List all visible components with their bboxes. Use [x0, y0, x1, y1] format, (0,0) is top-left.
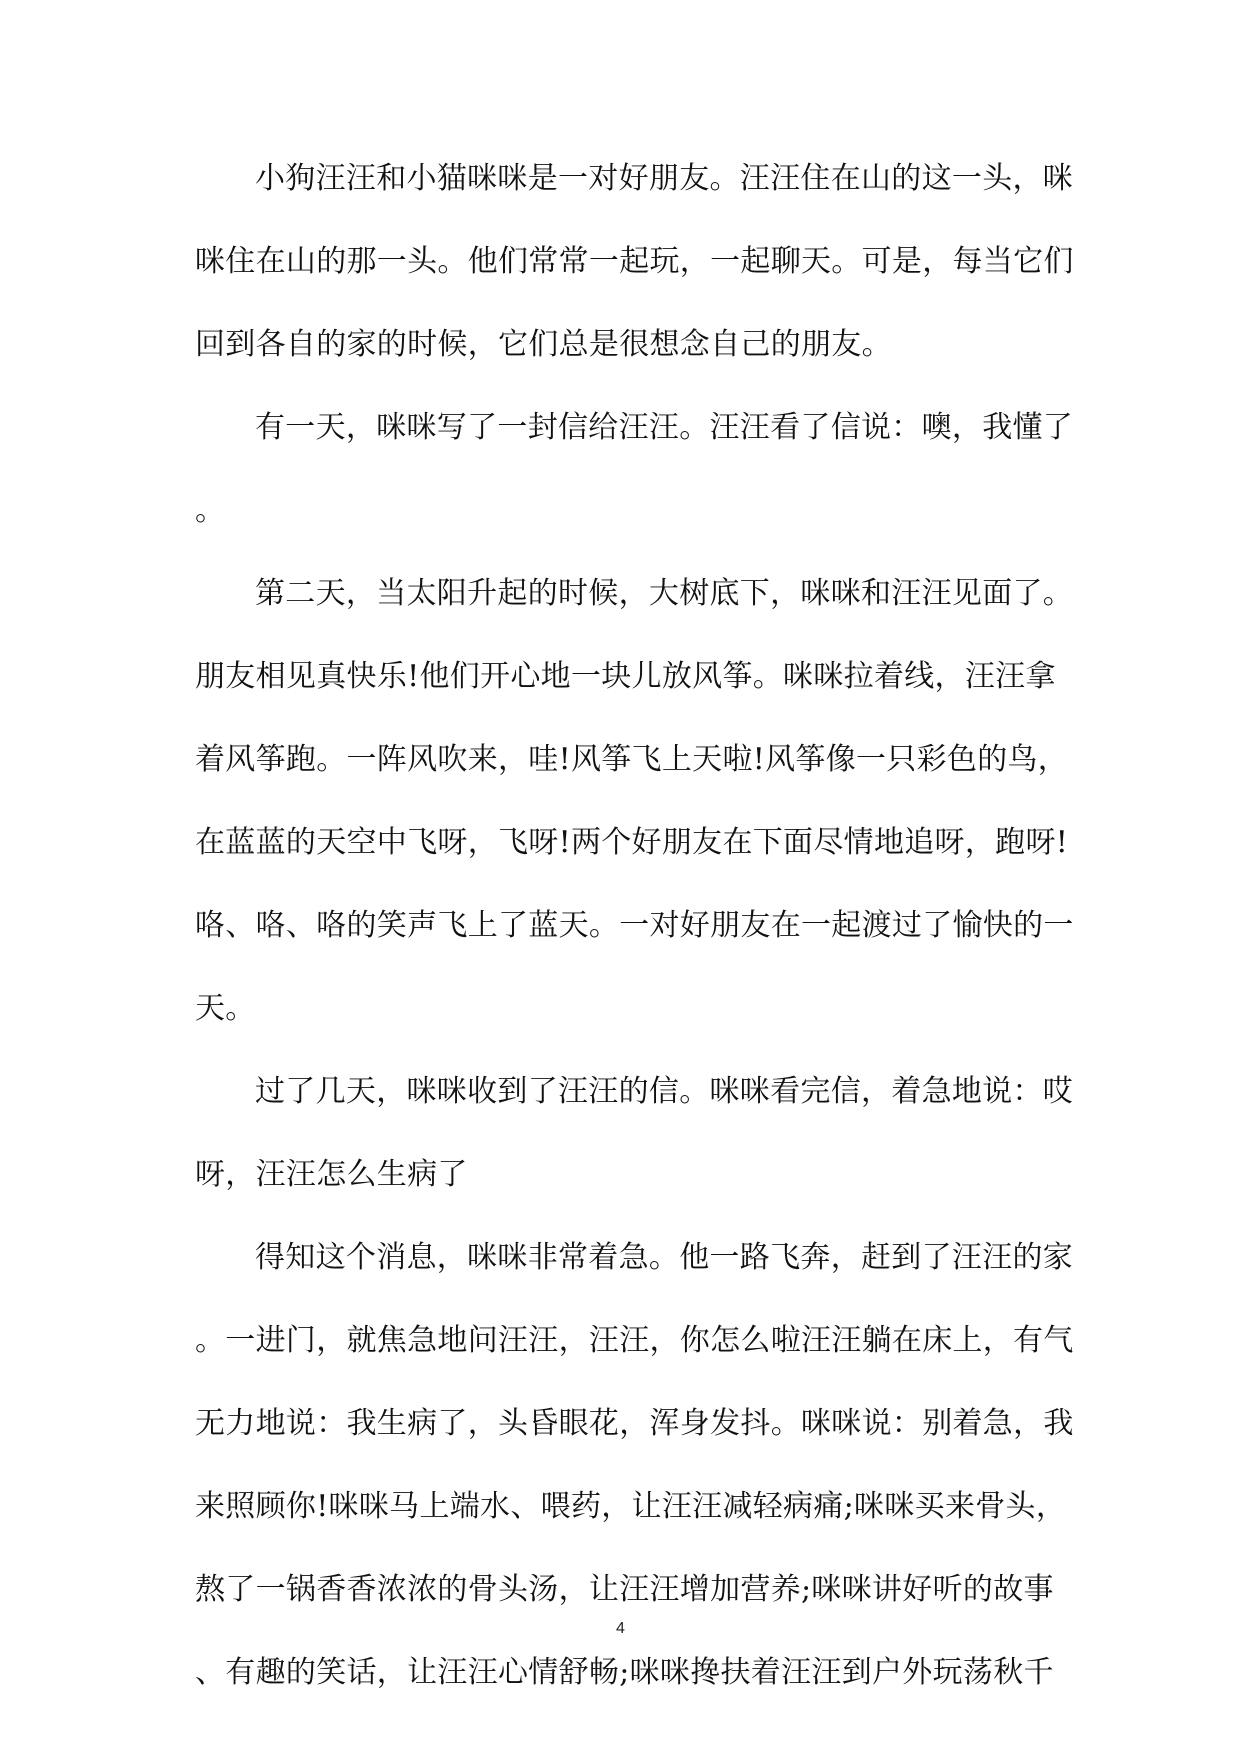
text-line: 、有趣的笑话，让汪汪心情舒畅;咪咪搀扶着汪汪到户外玩荡秋千	[195, 1655, 1054, 1690]
text-line: 小狗汪汪和小猫咪咪是一对好朋友。汪汪住在山的这一头，咪	[255, 161, 1074, 196]
text-line: 天。	[195, 991, 256, 1026]
body-text	[195, 148, 1074, 1725]
text-line: 咪住在山的那一头。他们常常一起玩，一起聊天。可是，每当它们	[195, 244, 1074, 279]
text-line: 咯、咯、咯的笑声飞上了蓝天。一对好朋友在一起渡过了愉快的一	[195, 908, 1074, 943]
text-line: 来照顾你!咪咪马上端水、喂药，让汪汪减轻病痛;咪咪买来骨头，	[195, 1489, 1067, 1524]
text-line: 过了几天，咪咪收到了汪汪的信。咪咪看完信，着急地说：哎	[255, 1074, 1074, 1109]
text-line: 。	[195, 493, 226, 528]
text-line: 第二天，当太阳升起的时候，大树底下，咪咪和汪汪见面了。	[255, 576, 1074, 611]
page-number: 4	[616, 1620, 625, 1637]
text-line: 熬了一锅香香浓浓的骨头汤，让汪汪增加营养;咪咪讲好听的故事	[195, 1572, 1054, 1607]
text-line: 朋友相见真快乐!他们开心地一块儿放风筝。咪咪拉着线，汪汪拿	[195, 659, 1056, 694]
text-line: 着风筝跑。一阵风吹来，哇!风筝飞上天啦!风筝像一只彩色的鸟，	[195, 742, 1069, 777]
text-line: 回到各自的家的时候，它们总是很想念自己的朋友。	[195, 327, 892, 362]
text-line: 有一天，咪咪写了一封信给汪汪。汪汪看了信说：噢，我懂了	[255, 410, 1074, 445]
text-line: 呀，汪汪怎么生病了	[195, 1157, 468, 1192]
text-line: 在蓝蓝的天空中飞呀，飞呀!两个好朋友在下面尽情地追呀，跑呀!	[195, 825, 1069, 860]
text-line: 无力地说：我生病了，头昏眼花，浑身发抖。咪咪说：别着急，我	[195, 1406, 1074, 1441]
text-line: 得知这个消息，咪咪非常着急。他一路飞奔，赶到了汪汪的家	[255, 1240, 1074, 1275]
text-line: 。一进门，就焦急地问汪汪，汪汪，你怎么啦汪汪躺在床上，有气	[195, 1323, 1074, 1358]
